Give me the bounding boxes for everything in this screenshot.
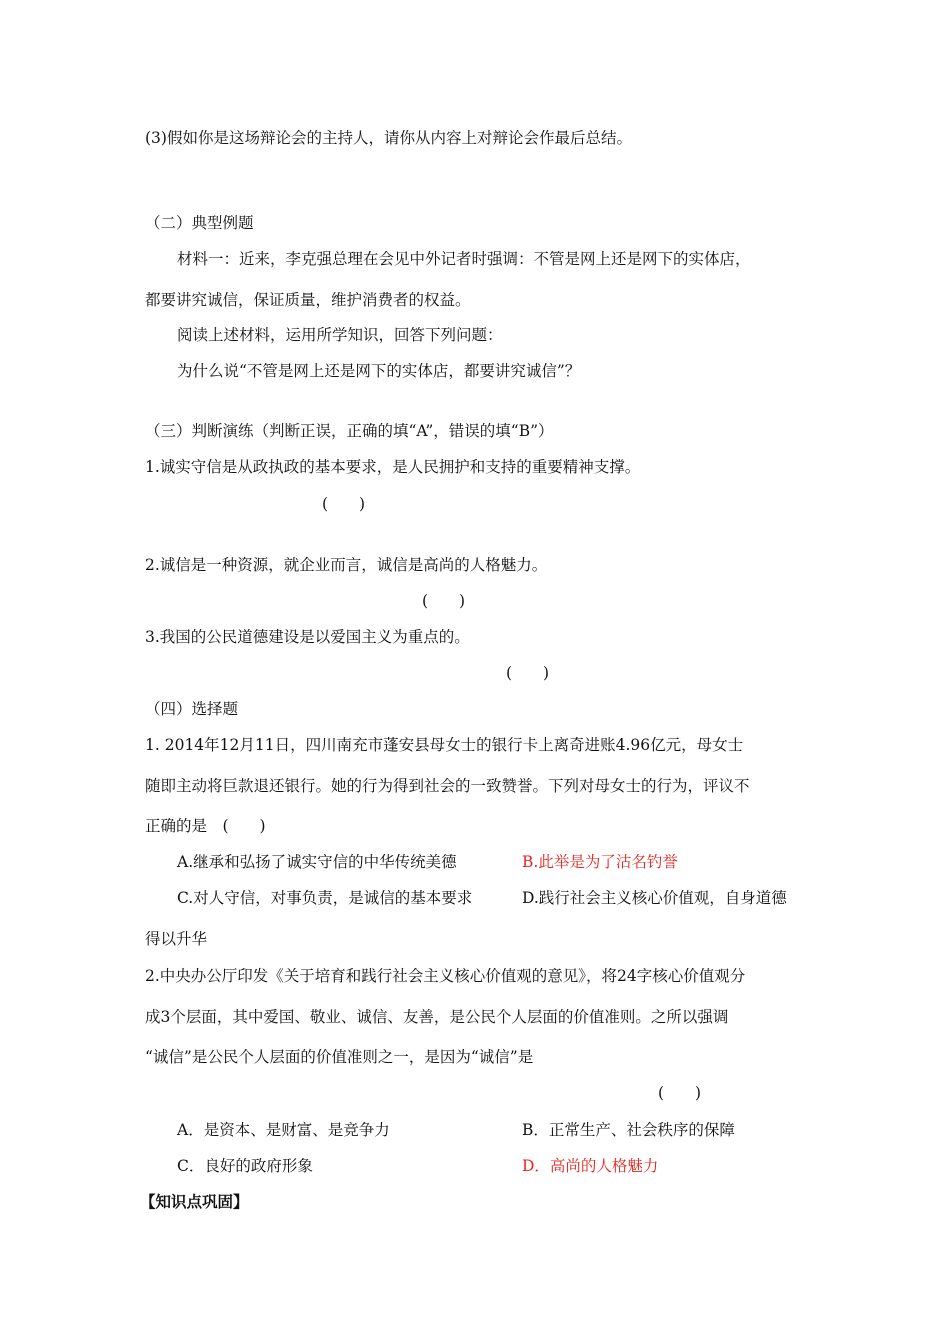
choice-q2-option-c: C．良好的政府形象 xyxy=(177,1157,313,1175)
example-material-line-1: 材料一：近来，李克强总理在会见中外记者时强调：不管是网上还是网下的实体店， xyxy=(177,250,751,268)
choice-q2-option-b: B．正常生产、社会秩序的保障 xyxy=(522,1121,735,1139)
choice-q1-option-d-continued: 得以升华 xyxy=(145,930,208,948)
judge-item-2-blank: ( ) xyxy=(422,592,466,610)
section-heading-judge: （三）判断演练（判断正误，正确的填“A”，错误的填“B”） xyxy=(145,422,554,440)
choice-q1-option-a: A.继承和弘扬了诚实守信的中华传统美德 xyxy=(177,853,457,871)
judge-item-2: 2.诚信是一种资源，就企业而言，诚信是高尚的人格魅力。 xyxy=(145,556,548,574)
choice-q1-line-1: 1. 2014年12月11日，四川南充市蓬安县母女士的银行卡上离奇进账4.96亿元，母女士 xyxy=(145,736,744,754)
choice-q1-option-b-answer: B.此举是为了沽名钓誉 xyxy=(522,853,678,871)
judge-item-3-blank: ( ) xyxy=(506,664,550,682)
judge-item-3: 3.我国的公民道德建设是以爱国主义为重点的。 xyxy=(145,628,470,646)
choice-q2-option-d-answer: D．高尚的人格魅力 xyxy=(522,1157,659,1175)
section-heading-choice: （四）选择题 xyxy=(145,700,239,718)
choice-q2-line-3: “诚信”是公民个人层面的价值准则之一，是因为“诚信”是 xyxy=(145,1048,534,1066)
choice-q2-blank: ( ) xyxy=(658,1084,702,1102)
choice-q1-line-2: 随即主动将巨款退还银行。她的行为得到社会的一致赞誉。下列对母女士的行为，评议不 xyxy=(145,777,750,795)
question-3-summary: (3)假如你是这场辩论会的主持人，请你从内容上对辩论会作最后总结。 xyxy=(145,129,632,147)
section-heading-example: （二）典型例题 xyxy=(145,214,254,232)
choice-q2-line-2: 成3个层面，其中爱国、敬业、诚信、友善，是公民个人层面的价值准则。之所以强调 xyxy=(145,1008,729,1026)
choice-q1-option-d: D.践行社会主义核心价值观，自身道德 xyxy=(522,889,787,907)
judge-item-1-blank: ( ) xyxy=(322,495,366,513)
choice-q2-line-1: 2.中央办公厅印发《关于培育和践行社会主义核心价值观的意见》，将24字核心价值观分 xyxy=(145,967,746,985)
judge-item-1: 1.诚实守信是从政执政的基本要求，是人民拥护和支持的重要精神支撑。 xyxy=(145,458,641,476)
choice-q2-option-a: A．是资本、是财富、是竞争力 xyxy=(177,1121,390,1139)
choice-q1-option-c: C.对人守信，对事负责，是诚信的基本要求 xyxy=(177,889,473,907)
choice-q1-line-3: 正确的是 ( ) xyxy=(145,817,266,835)
example-instruction: 阅读上述材料，运用所学知识，回答下列问题： xyxy=(177,326,503,344)
knowledge-consolidation-heading: 【知识点巩固】 xyxy=(140,1192,249,1211)
example-question: 为什么说“不管是网上还是网下的实体店，都要讲究诚信”？ xyxy=(177,362,581,380)
example-material-line-2: 都要讲究诚信，保证质量，维护消费者的权益。 xyxy=(145,291,471,309)
